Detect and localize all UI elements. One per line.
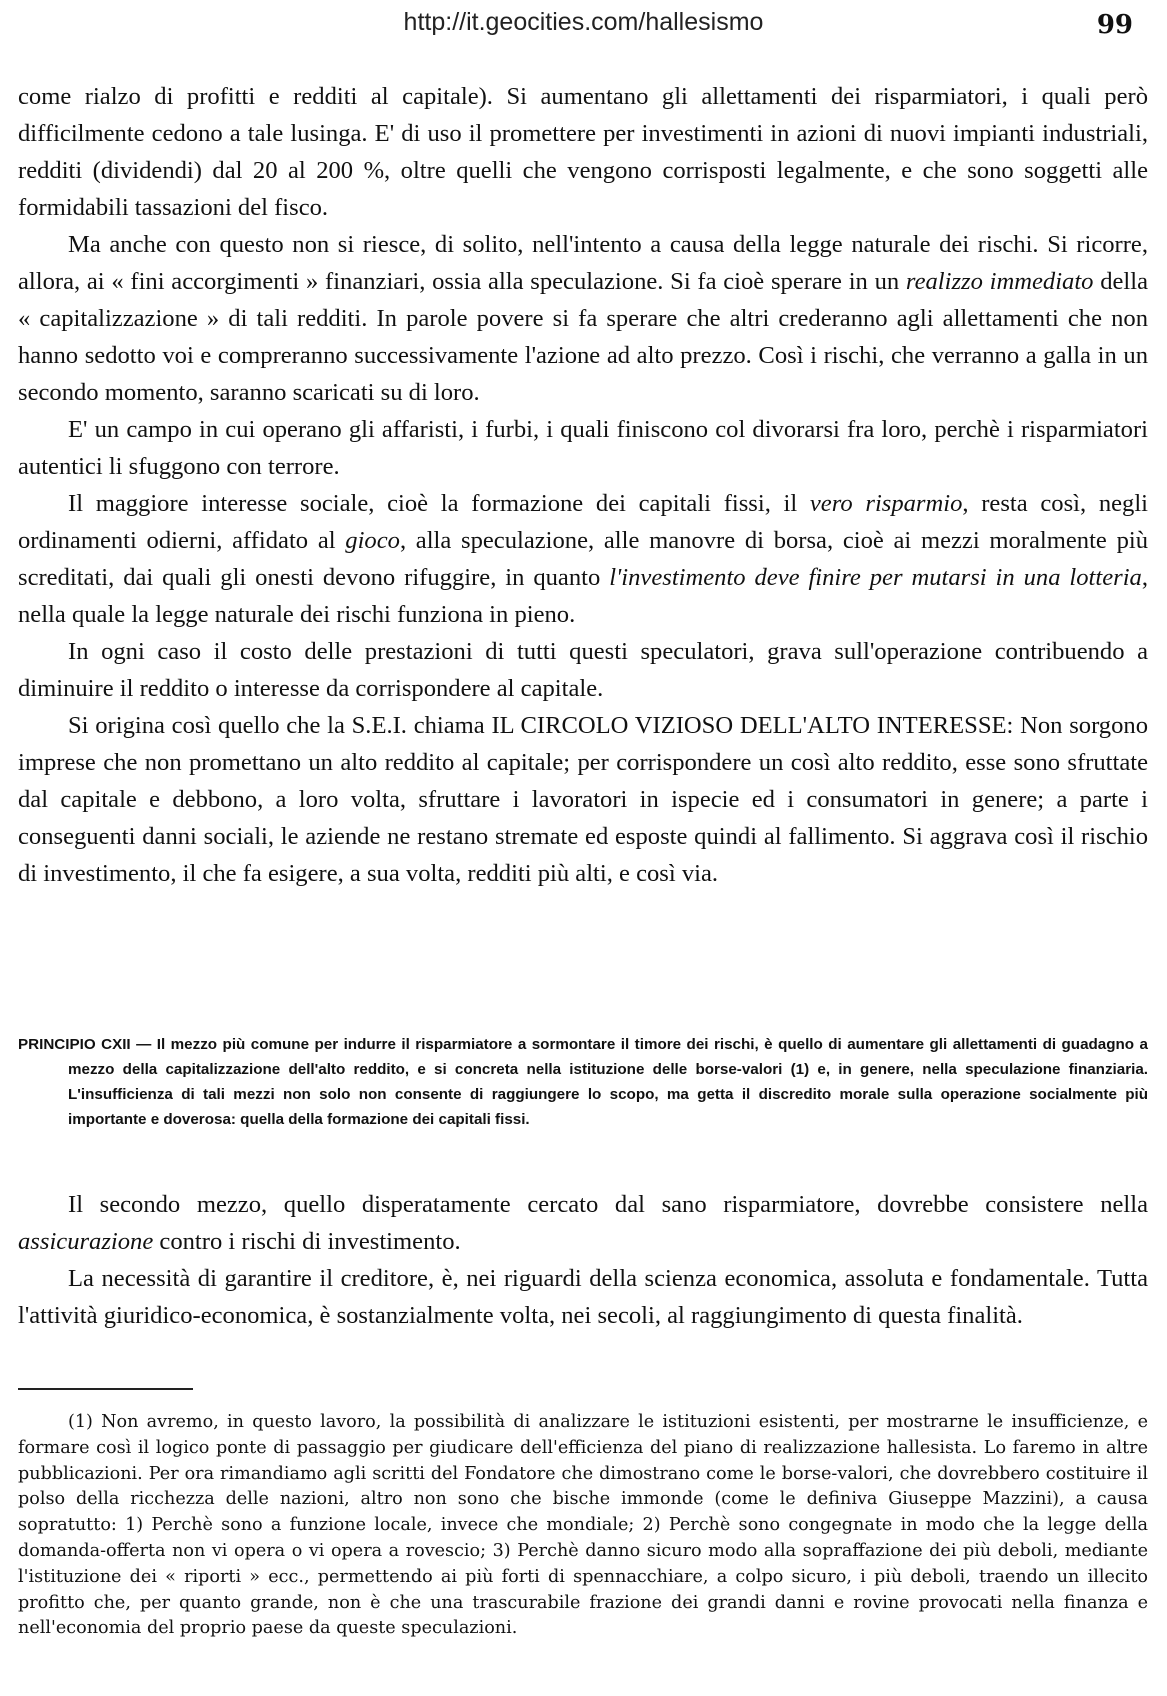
paragraph-7-emphasis: assicurazione [18,1228,154,1255]
paragraph-2-emphasis: realizzo immediato [905,268,1094,295]
paragraph-4-part-c: , alla speculazione, alle manovre di borsa, cioè ai mezzi moralmente più screditati, dai quali gli onesti devono rifuggire, in quanto [18,527,1148,591]
paragraph-7 [18,1186,1148,1260]
footnote-divider [18,1388,193,1390]
paragraph-2-part-b: della « capitalizzazione » di tali redditi. In parole povere si fa sperare che altri crederanno agli allettamenti che non hanno sedotto voi e compreranno successivamente l'azione ad alto prezzo. Così i rischi, che verranno a galla in un secondo momento, saranno scaricati su di loro. [18,268,1148,406]
principle-text: PRINCIPIO CXII — Il mezzo più comune per indurre il risparmiatore a sormontare il timore dei rischi, è quello di aumentare gli allettamenti di guadagno a mezzo della capitalizzazione dell'alto reddito, e si concreta nella istituzione delle borse-valori (1) e, in genere, nella speculazione finanziaria. L'insufficienza di tali mezzi non solo non consente di raggiungere lo scopo, ma getta il discredito morale sulla operazione socialmente più importante e doverosa: quella della formazione dei capitali fissi. [18,1036,1148,1128]
header-url: http://it.geocities.com/hallesismo [403,8,764,36]
paragraph-3: E' un campo in cui operano gli affaristi, i furbi, i quali finiscono col divorarsi fra loro, perchè i risparmiatori autentici li sfuggono con terrore. [18,416,1148,480]
page-number: 99 [1096,10,1133,40]
paragraph-4-emphasis-3: l'investimento deve finire per mutarsi in una lotteria [609,564,1142,591]
paragraph-4 [18,485,1148,633]
paragraph-8: La necessità di garantire il creditore, è, nei riguardi della scienza economica, assoluta e fondamentale. Tutta l'attività giuridico-economica, è sostanzialmente volta, nei secoli, al raggiungimento di questa finalità. [18,1265,1148,1329]
footnote: (1) Non avremo, in questo lavoro, la possibilità di analizzare le istituzioni esistenti, per mostrarne le insufficienze, e formare così il logico ponte di passaggio per giudicare dell'efficienza del piano di realizzazione hallesista. Lo faremo in altre pubblicazioni. Per ora rimandiamo agli scritti del Fondatore che dimostrano come le borse-valori, che dovrebbero costituire il polso della ricchezza delle nazioni, altro non sono che bische immonde (come le definiva Giuseppe Mazzini), a causa sopratutto: 1) Perchè sono a funzione locale, invece che mondiale; 2) Perchè sono congegnate in modo che la legge della domanda-offerta non vi opera o vi opera a rovescio; 3) Perchè danno sicuro modo alla sopraffazione dei più deboli, mediante l'istituzione dei « riporti » ecc., permettendo ai più forti di spennacchiare, a colpo sicuro, i più deboli, traendo un illecito profitto che, per quanto grande, non è che una trascurabile frazione dei grandi danni e rovine provocati nella finanza e nell'economia del proprio paese da queste speculazioni. [18,1412,1148,1639]
paragraph-6: Si origina così quello che la S.E.I. chiama IL CIRCOLO VIZIOSO DELL'ALTO INTERESSE: Non sorgono imprese che non promettano un alto reddito al capitale; per corrispondere un così alto reddito, esse sono sfruttate dal capitale e debbono, a loro volta, sfruttare i lavoratori in ispecie ed i consumatori in genere; a parte i conseguenti danni sociali, le aziende ne restano stremate ed esposte quindi al fallimento. Si aggrava così il rischio di investimento, il che fa esigere, a sua volta, redditi più alti, e così via. [18,712,1148,887]
paragraph-5: In ogni caso il costo delle prestazioni di tutti questi speculatori, grava sull'operazione contribuendo a diminuire il reddito o interesse da corrispondere al capitale. [18,638,1148,702]
paragraph-2-part-a: Ma anche con questo non si riesce, di solito, nell'intento a causa della legge naturale dei rischi. Si ricorre, allora, ai « fini accorgimenti » finanziari, ossia alla speculazione. Si fa cioè sperare in un [18,231,1148,295]
paragraph-4-emphasis-2: gioco [345,527,400,554]
paragraph-4-part-a: Il maggiore interesse sociale, cioè la formazione dei capitali fissi, il [68,490,810,517]
paragraph-2 [18,226,1148,411]
paragraph-7-part-a: Il secondo mezzo, quello disperatamente cercato dal sano risparmiatore, dovrebbe consistere nella [68,1191,1148,1218]
principle-block [18,1032,1148,1132]
main-text-continued [18,1186,1148,1334]
paragraph-4-part-d: , nella quale la legge naturale dei rischi funziona in pieno. [18,564,1148,628]
paragraph-1: come rialzo di profitti e redditi al capitale). Si aumentano gli allettamenti dei risparmiatori, i quali però difficilmente cedono a tale lusinga. E' di uso il promettere per investimenti in azioni di nuovi impianti industriali, redditi (dividendi) dal 20 al 200 %, oltre quelli che vengono corrisposti legalmente, e che sono soggetti alle formidabili tassazioni del fisco. [18,83,1148,221]
paragraph-4-part-b: , resta così, negli ordinamenti odierni, affidato al [18,490,1148,554]
paragraph-4-emphasis-1: vero risparmio [809,490,963,517]
paragraph-7-part-b: contro i rischi di investimento. [153,1228,461,1255]
main-text [18,78,1148,892]
